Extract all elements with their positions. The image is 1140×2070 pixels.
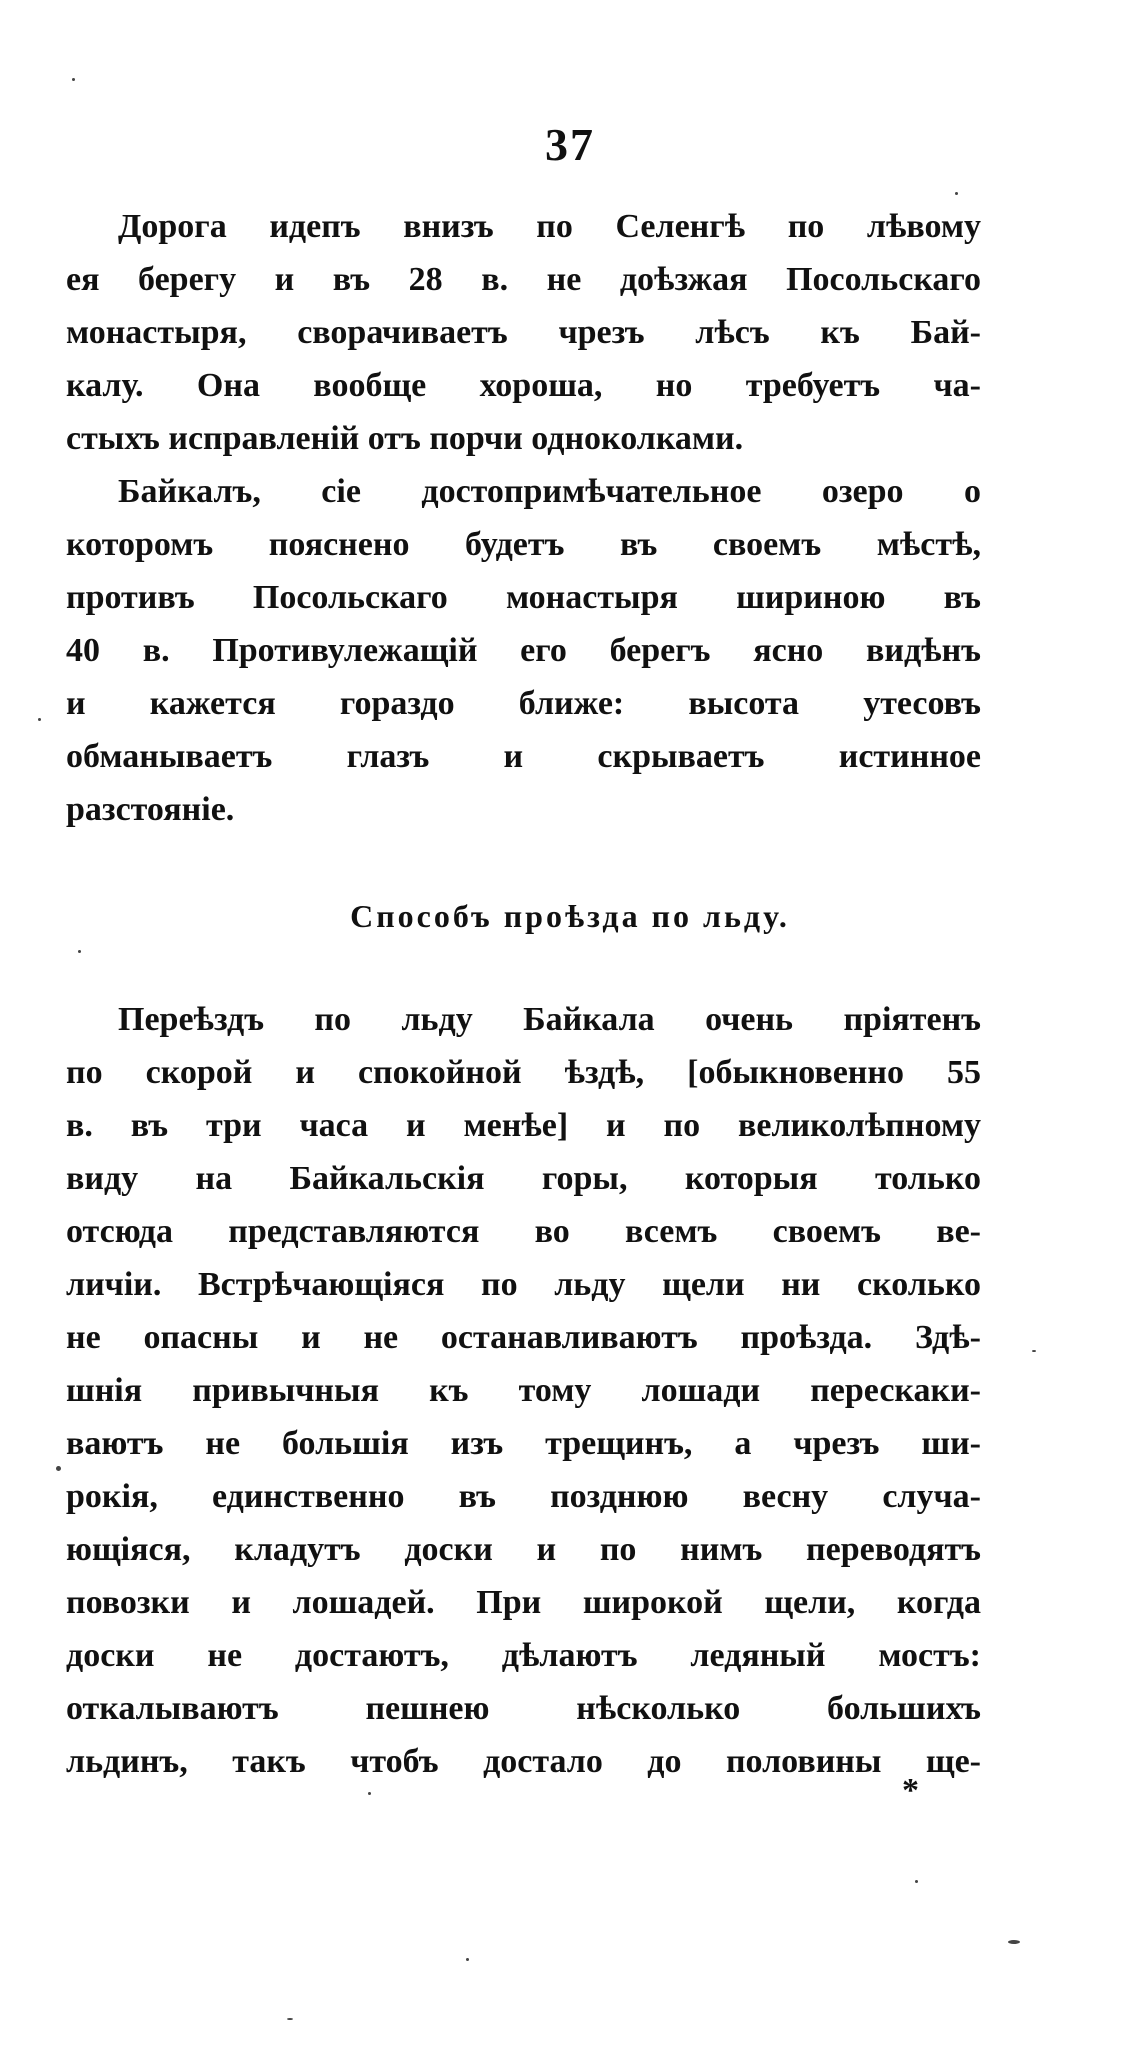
paragraph-baikal-lake (66, 465, 981, 836)
text-line: в. въ три часа и менѣе] и по великолѣпному (66, 1107, 981, 1144)
text-line: которомъ пояснено будетъ въ своемъ мѣстѣ, (66, 526, 981, 563)
section-heading: Способъ проѣзда по льду. (350, 898, 790, 934)
text-line: 40 в. Противулежащій его берегъ ясно видѣнъ (66, 632, 981, 669)
text-line: противъ Посольскаго монастыря шириною въ (66, 579, 981, 616)
scan-speck (287, 2018, 293, 2020)
text-line: ющіяся, кладутъ доски и по нимъ переводятъ (66, 1531, 981, 1568)
text-line: виду на Байкальскія горы, которыя только (66, 1160, 981, 1197)
text-line: и кажется гораздо ближе: высота утесовъ (66, 685, 981, 722)
text-line: шнія привычныя къ тому лошади перескаки- (66, 1372, 981, 1409)
scan-speck (915, 1880, 918, 1883)
paragraph-road-description (66, 200, 981, 465)
text-line: повозки и лошадей. При широкой щели, когда (66, 1584, 981, 1621)
text-line: Переѣздъ по льду Байкала очень пріятенъ (118, 1001, 981, 1038)
text-line: по скорой и спокойной ѣздѣ, [обыкновенно 55 (66, 1054, 981, 1091)
text-line: стыхъ исправленій отъ порчи одноколками. (66, 420, 744, 457)
text-line: рокія, единственно въ позднюю весну случа- (66, 1478, 981, 1515)
text-line: откалываютъ пешнею нѣсколько большихъ (66, 1690, 981, 1727)
text-line: Байкалъ, сіе достопримѣчательное озеро о (118, 473, 981, 510)
text-line: отсюда представляются во всемъ своемъ ве- (66, 1213, 981, 1250)
scan-speck (1008, 1940, 1020, 1944)
scan-speck (955, 192, 958, 195)
text-line: ея берегу и въ 28 в. не доѣзжая Посольскаго (66, 261, 981, 298)
text-line: льдинъ, такъ чтобъ достало до половины ще- (66, 1743, 981, 1780)
text-line: монастыря, сворачиваетъ чрезъ лѣсъ къ Бай- (66, 314, 981, 351)
text-line: калу. Она вообще хороша, но требуетъ ча- (66, 367, 981, 404)
paragraph-ice-crossing (66, 993, 981, 1788)
scan-speck (78, 950, 81, 953)
scan-speck (466, 1958, 469, 1961)
scan-speck (368, 1792, 371, 1795)
text-line: доски не достаютъ, дѣлаютъ ледяный мостъ: (66, 1637, 981, 1674)
text-line: Дорога идепъ внизъ по Селенгѣ по лѣвому (118, 208, 981, 245)
page-number: 37 (545, 119, 595, 170)
text-line: личіи. Встрѣчающіяся по льду щели ни сколько (66, 1266, 981, 1303)
text-line: не опасны и не останавливаютъ проѣзда. Здѣ- (66, 1319, 981, 1356)
footer-asterisk: * (902, 1772, 919, 1809)
text-line: разстояніе. (66, 791, 235, 828)
scan-speck (56, 1466, 61, 1471)
scan-speck (72, 78, 75, 81)
scan-speck (38, 718, 41, 721)
scan-speck (1032, 1350, 1036, 1352)
text-line: обманываетъ глазъ и скрываетъ истинное (66, 738, 981, 775)
text-line: ваютъ не большія изъ трещинъ, а чрезъ ши- (66, 1425, 981, 1462)
